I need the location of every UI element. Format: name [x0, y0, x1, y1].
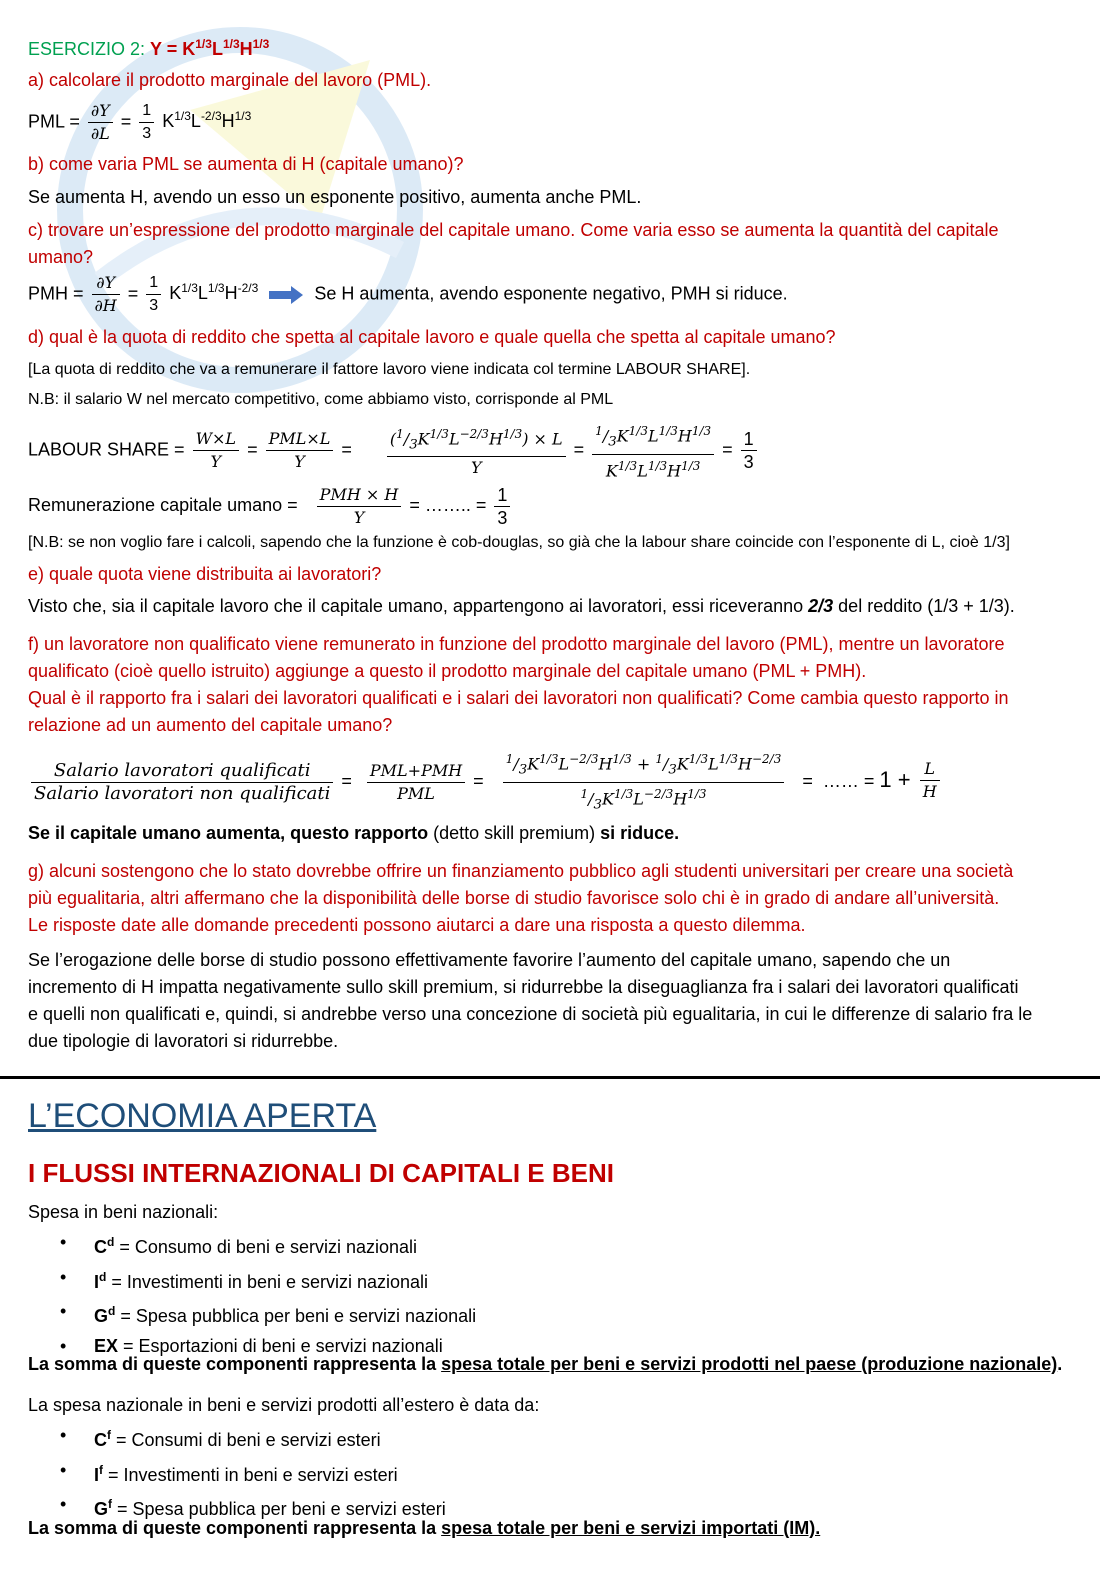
answer-g-line1: Se l’erogazione delle borse di studio possono effettivamente favorire l’aumento del capitale umano, sapendo che un [28, 950, 951, 970]
spesa-nazionali-label: Spesa in beni nazionali: [28, 1202, 219, 1222]
exercise-formula: $Y = K^{1/3}L^{1/3}H^{1/3}$ [150, 37, 270, 59]
pml-formula: PML = $\frac{\partial Y}{\partial L}$ = $\frac{1}{3}$ $K^{1/3}L^{-2/3}H^{1/3}$ [28, 101, 252, 143]
sum-imports: La somma di queste componenti rappresenta la spesa totale per beni e servizi importati (IM). [28, 1518, 821, 1538]
section-divider [0, 1076, 1100, 1079]
list-item: • $C^d$ = Consumo di beni e servizi nazionali [94, 1228, 476, 1263]
note-salario: N.B: il salario W nel mercato competitivo, come abbiamo visto, corrisponde al PML [28, 391, 614, 408]
pmh-rhs: $K^{1/3}L^{1/3}H^{-2/3}$ [169, 281, 259, 304]
section-title: L’ECONOMIA APERTA [28, 1097, 377, 1135]
answer-f: Se il capitale umano aumenta, questo rapporto (detto skill premium) si riduce. [28, 823, 680, 843]
spesa-estero-label: La spesa nazionale in beni e servizi prodotti all’estero è data da: [28, 1395, 540, 1415]
skill-premium-result: 1 + $\frac{L}{H}$ [879, 767, 942, 792]
human-capital-remuneration: Remunerazione capitale umano = $\frac{\text{PMH × H}}{Y}$ = …….. = $\frac{1}{3}$ [28, 478, 513, 532]
answer-g-line4: due tipologie di lavoratori si ridurrebbe. [28, 1031, 339, 1051]
answer-g-line2: incremento di H impatta negativamente sullo skill premium, si ridurrebbe la diseguaglianza fra i salari dei lavoratori qualificati [28, 977, 1019, 997]
pml-rhs: $K^{1/3}L^{-2/3}H^{1/3}$ [162, 109, 252, 132]
labour-share-formula: LABOUR SHARE = $\frac{W\times L}{Y}$ = $\frac{\text{PML×L}}{Y}$ = $\frac{(^1/_3K^{1/3}L^{-2/3}H^{1/3}) \times L}{Y}$ = $\frac{^1/_3K^{1/3}L^{1/3}H^{1/3}}{K^{1/3}L^{1/3}H^{1/3}}$ = $\frac{1}{3}$ [28, 420, 760, 482]
labour-share-result: $\frac{1}{3}$ [741, 428, 757, 473]
question-f-line3: Qual è il rapporto fra i salari dei lavoratori qualificati e i salari dei lavoratori non qualificati? Come cambia questo rapporto in [28, 688, 1009, 708]
question-c-line2: umano? [28, 247, 94, 267]
exercise-title: ESERCIZIO 2: $Y = K^{1/3}L^{1/3}H^{1/3}$ [28, 37, 270, 59]
list-item: • $I^f$ = Investimenti in beni e servizi esteri [94, 1456, 446, 1491]
list-item: • $I^d$ = Investimenti in beni e servizi nazionali [94, 1263, 476, 1298]
sum-national: La somma di queste componenti rappresenta la spesa totale per beni e servizi prodotti nel paese (produzione nazionale). [28, 1354, 1063, 1374]
right-arrow-icon [269, 286, 303, 304]
list-item: • $C^f$ = Consumi di beni e servizi esteri [94, 1421, 446, 1456]
answer-b: Se aumenta H, avendo un esso un esponente positivo, aumenta anche PML. [28, 187, 642, 207]
question-g-line3: Le risposte date alle domande precedenti possono aiutarci a dare una risposta a questo dilemma. [28, 915, 806, 935]
question-d: d) qual è la quota di reddito che spetta al capitale lavoro e quale quella che spetta al capitale umano? [28, 327, 836, 347]
foreign-spending-list [28, 1421, 446, 1525]
question-b: b) come varia PML se aumenta di H (capitale umano)? [28, 154, 464, 174]
list-item: • EX = Esportazioni di beni e servizi nazionali [94, 1332, 476, 1362]
note-cobb-douglas: [N.B: se non voglio fare i calcoli, sapendo che la funzione è cob-douglas, so già che la labour share coincide con l’esponente di L, cioè 1/3] [28, 534, 1010, 551]
list-item: • $G^f$ = Spesa pubblica per beni e servizi esteri [94, 1490, 446, 1525]
remuneration-result: $\frac{1}{3}$ [494, 484, 510, 529]
answer-g-line3: e quelli non qualificati e, quindi, si andrebbe verso una concezione di società più egualitaria, in cui le differenze di salario fra le [28, 1004, 1033, 1024]
section-subtitle: I FLUSSI INTERNAZIONALI DI CAPITALI E BENI [28, 1158, 614, 1188]
list-item: • $G^d$ = Spesa pubblica per beni e servizi nazionali [94, 1297, 476, 1332]
question-f-line4: relazione ad un aumento del capitale umano? [28, 715, 393, 735]
national-spending-list [28, 1228, 476, 1361]
skill-premium-formula: $\frac{\text{Salario lavoratori qualificati}}{\text{Salario lavoratori non qualificati}}$ = $\frac{\text{PML+PMH}}{\text{PML}}$ = $\frac{^1/_3K^{1/3}L^{-2/3}H^{1/3} + ^1/_3K^{1/3}L^{1/3}H^{-2/3}}{^1/_3K^{1/3}L^{-2/3}H^{1/3}}$ = …… = 1 + $\frac{L}{H}$ [28, 748, 943, 816]
question-e: e) quale quota viene distribuita ai lavoratori? [28, 564, 382, 584]
question-f-line2: qualificato (cioè quello istruito) aggiunge a questo il prodotto marginale del capitale umano (PML + PMH). [28, 661, 867, 681]
pmh-formula: PMH = $\frac{\partial Y}{\partial H}$ = $\frac{1}{3}$ $K^{1/3}L^{1/3}H^{-2/3}$ Se H aumenta, avendo esponente negativo, PMH si riduce. [28, 273, 788, 315]
question-a: a) calcolare il prodotto marginale del lavoro (PML). [28, 70, 432, 90]
question-g-line2: più egualitaria, altri affermano che la disponibilità delle borse di studio favorisce solo chi è in grado di andare all’università. [28, 888, 1000, 908]
question-f-line1: f) un lavoratore non qualificato viene remunerato in funzione del prodotto marginale del lavoro (PML), mentre un lavoratore [28, 634, 1005, 654]
answer-e: Visto che, sia il capitale lavoro che il capitale umano, appartengono ai lavoratori, essi riceveranno 2/3 del reddito (1/3 + 1/3). [28, 596, 1015, 616]
question-g-line1: g) alcuni sostengono che lo stato dovrebbe offrire un finanziamento pubblico agli studenti universitari per creare una società [28, 861, 1014, 881]
question-c-line1: c) trovare un’espressione del prodotto marginale del capitale umano. Come varia esso se aumenta la quantità del capitale [28, 220, 999, 240]
note-labour-share: [La quota di reddito che va a remunerare il fattore lavoro viene indicata col termine LABOUR SHARE]. [28, 361, 751, 378]
